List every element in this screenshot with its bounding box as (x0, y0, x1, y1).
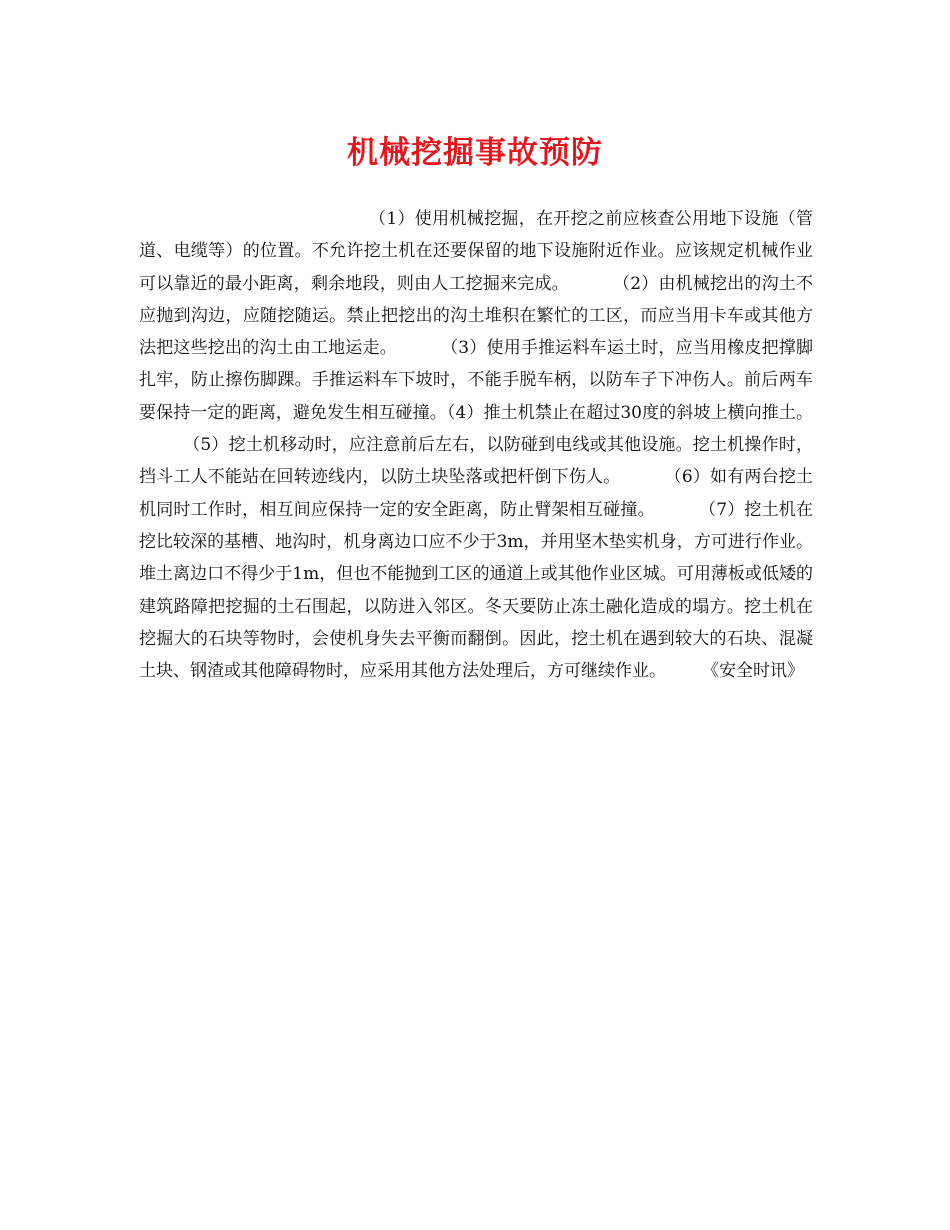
document-body (139, 203, 813, 687)
source-citation: 《安全时讯》 (702, 661, 804, 682)
paragraph-4: （4）推土机禁止在超过30度的斜坡上横向推土。 (446, 402, 814, 423)
paragraph-7: （7）挖土机在挖比较深的基槽、地沟时，机身离边口应不少于3m，并用坚木垫实机身，方可进行作业。堆土离边口不得少于1m，但也不能抛到工区的通道上或其他作业区城。可用薄板或低矮的建筑路障把挖掘的土石围起，以防进入邻区。冬天要防止冻土融化造成的塌方。挖土机在挖掘大的石块等物时，会使机身失去平衡而翻倒。因此，挖土机在遇到较大的石块、混凝土块、钢渣或其他障碍物时，应采用其他方法处理后，方可继续作业。 (139, 499, 814, 682)
paragraph-3: （3）使用手推运料车运土时，应当用橡皮把撑脚扎牢，防止擦伤脚踝。手推运料车下坡时，不能手脱车柄，以防车子下冲伤人。前后两车要保持一定的距离，避免发生相互碰撞。 (139, 338, 814, 423)
paragraph-1: （1）使用机械挖掘，在开挖之前应核查公用地下设施（管道、电缆等）的位置。不允许挖土机在还要保留的地下设施附近作业。应该规定机械作业可以靠近的最小距离，剩余地段，则由人工挖掘来完成。 (139, 209, 813, 294)
paragraph-6: （6）如有两台挖土机同时工作时，相互间应保持一定的安全距离，防止臂架相互碰撞。 (139, 467, 813, 520)
paragraph-2: （2）由机械挖出的沟土不应抛到沟边，应随挖随运。禁止把挖出的沟土堆积在繁忙的工区，而应当用卡车或其他方法把这些挖出的沟土由工地运走。 (139, 273, 814, 359)
page-title: 机械挖掘事故预防 (347, 135, 603, 171)
paragraph-5: （5）挖土机移动时，应注意前后左右，以防碰到电线或其他设施。挖土机操作时，挡斗工人不能站在回转迹线内，以防土块坠落或把杆倒下伤人。 (139, 435, 813, 488)
